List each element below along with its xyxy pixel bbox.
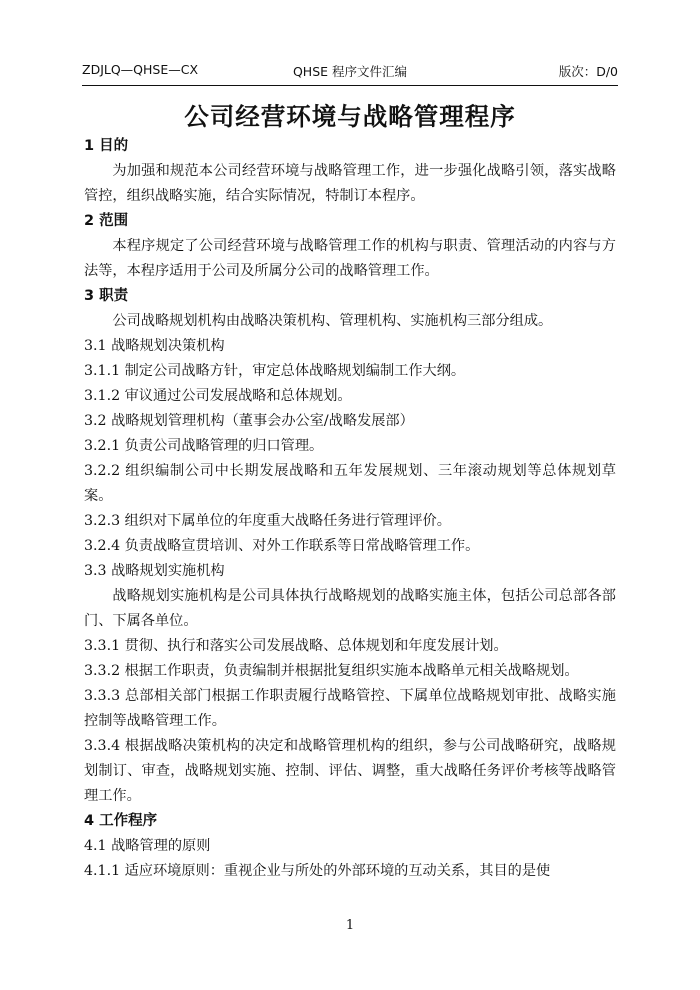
clause-item: 3.3.1 贯彻、执行和落实公司发展战略、总体规划和年度发展计划。 — [84, 638, 508, 654]
clause-item: 4.1 战略管理的原则 — [84, 838, 211, 854]
section-heading: 3 职责 — [84, 288, 129, 304]
clause-item: 4.1.1 适应环境原则：重视企业与所处的外部环境的互动关系，其目的是使 — [84, 863, 551, 879]
page-header — [82, 62, 618, 82]
clause-item: 3.3.3 总部相关部门根据工作职责履行战略管控、下属单位战略规划审批、战略实施控制等战略管理工作。 — [84, 688, 616, 729]
clause-item: 3.2.4 负责战略宣贯培训、对外工作联系等日常战略管理工作。 — [84, 538, 480, 554]
body-paragraph: 战略规划实施机构是公司具体执行战略规划的战略实施主体，包括公司总部各部门、下属各单位。 — [84, 588, 616, 629]
header-divider — [82, 85, 618, 86]
section-heading: 4 工作程序 — [84, 813, 158, 829]
clause-item: 3.3.2 根据工作职责，负责编制并根据批复组织实施本战略单元相关战略规划。 — [84, 663, 579, 679]
page-number: 1 — [345, 918, 355, 933]
clause-item: 3.2 战略规划管理机构（董事会办公室/战略发展部） — [84, 413, 414, 429]
clause-item: 3.2.1 负责公司战略管理的归口管理。 — [84, 438, 324, 454]
body-paragraph: 公司战略规划机构由战略决策机构、管理机构、实施机构三部分组成。 — [112, 313, 553, 329]
clause-item: 3.3 战略规划实施机构 — [84, 563, 225, 579]
clause-item: 3.2.2 组织编制公司中长期发展战略和五年发展规划、三年滚动规划等总体规划草案。 — [84, 463, 616, 504]
body-paragraph: 为加强和规范本公司经营环境与战略管理工作，进一步强化战略引领，落实战略管控，组织战略实施，结合实际情况，特制订本程序。 — [84, 163, 616, 204]
section-heading: 1 目的 — [84, 138, 129, 154]
clause-item: 3.1.1 制定公司战略方针，审定总体战略规划编制工作大纲。 — [84, 363, 466, 379]
document-body — [84, 134, 616, 884]
version-label: 版次：D/0 — [558, 64, 618, 79]
collection-name: QHSE 程序文件汇编 — [292, 64, 408, 79]
body-paragraph: 本程序规定了公司经营环境与战略管理工作的机构与职责、管理活动的内容与方法等，本程序适用于公司及所属分公司的战略管理工作。 — [84, 238, 616, 279]
document-code: ZDJLQ—QHSE—CX — [82, 62, 199, 77]
document-title: 公司经营环境与战略管理程序 — [184, 102, 516, 131]
clause-item: 3.1.2 审议通过公司发展战略和总体规划。 — [84, 388, 352, 404]
clause-item: 3.2.3 组织对下属单位的年度重大战略任务进行管理评价。 — [84, 513, 451, 529]
section-heading: 2 范围 — [84, 213, 129, 229]
clause-item: 3.1 战略规划决策机构 — [84, 338, 225, 354]
clause-item: 3.3.4 根据战略决策机构的决定和战略管理机构的组织，参与公司战略研究，战略规划制订、审查，战略规划实施、控制、评估、调整，重大战略任务评价考核等战略管理工作。 — [84, 738, 616, 804]
